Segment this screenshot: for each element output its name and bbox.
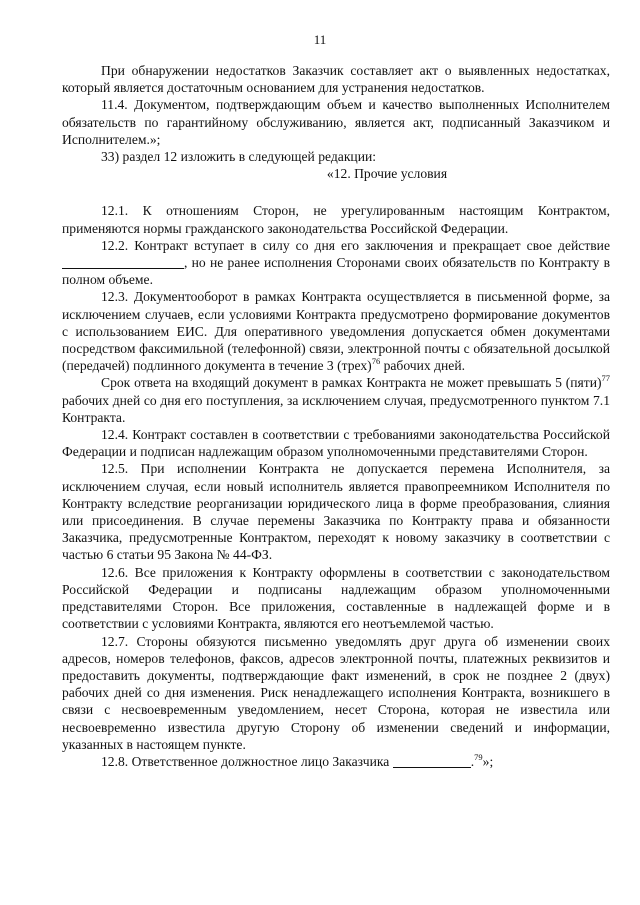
paragraph-12-1: 12.1. К отношениям Сторон, не урегулированным настоящим Контрактом, применяются нормы гражданского законодательства Российской Федерации. (62, 203, 610, 236)
paragraph-12-3-text-end: рабочих дней. (380, 358, 465, 374)
paragraph-12-5: 12.5. При исполнении Контракта не допускается перемена Исполнителя, за исключением случая, если новый исполнитель является правопреемником Исполнителя по Контракту вследствие реорганизации юридического лица в форме преобразования, слияния или присоединения. В случае перемены Заказчика по Контракту права и обязанности Заказчика, предусмотренные Контрактом, переходят к новому заказчику в соответствии с частью 6 статьи 95 Закона № 44-ФЗ. (62, 461, 610, 563)
paragraph-12-2 (62, 237, 610, 289)
paragraph-defects-act: При обнаружении недостатков Заказчик составляет акт о выявленных недостатках, который является достаточным основанием для устранения недостатков. (62, 63, 610, 96)
section-heading-12: «12. Прочие условия (326, 166, 448, 182)
paragraph-12-2-text-end: , но не ранее исполнения Сторонами своих обязательств по Контракту в полном объеме. (62, 255, 610, 288)
paragraph-response-term-text-end: рабочих дней со дня его поступления, за исключением случая, предусмотренного пунктом 7.1 Контракта. (62, 392, 610, 425)
paragraph-response-term-text: Срок ответа на входящий документ в рамках Контракта не может превышать 5 (пяти) (101, 375, 602, 391)
paragraph-12-7: 12.7. Стороны обязуются письменно уведомлять друг друга об изменении своих адресов, номеров телефонов, факсов, адресов электронной почты, платежных реквизитов и предоставить документы, подтверждающие факт изменений, в срок не позднее 2 (двух) рабочих дней со дня изменения. Риск ненадлежащего исполнения Контракта, возникшего в связи с несвоевременным уведомлением, несет Сторона, которая не известила или несвоевременно известила другую Сторону об изменении сведений и информации, указанных в настоящем пункте. (62, 633, 610, 752)
paragraph-11-4: 11.4. Документом, подтверждающим объем и качество выполненных Исполнителем обязательств по гарантийному обслуживанию, является акт, подписанный Заказчиком и Исполнителем.»; (62, 97, 610, 147)
paragraph-12-8-end: »; (482, 753, 494, 769)
document-body (62, 62, 610, 770)
paragraph-12-8 (62, 753, 610, 770)
footnote-ref-77: 77 (601, 373, 610, 384)
paragraph-12-6: 12.6. Все приложения к Контракту оформлены в соответствии с законодательством Российской Федерации и подписаны надлежащим образом уполномоченными представителями Сторон. Все приложения, составленные в надлежащей форме и в соответствии с условиями Контракта, являются его неотъемлемой частью. (62, 564, 610, 632)
paragraph-amendment-33: 33) раздел 12 изложить в следующей редакции: (101, 149, 377, 165)
footnote-ref-79: 79 (474, 751, 483, 762)
page-number: 11 (313, 32, 327, 47)
spacer (62, 182, 610, 202)
paragraph-12-3 (62, 288, 610, 374)
paragraph-12-3-text: 12.3. Документооборот в рамках Контракта осуществляется в письменной форме, за исключением случаев, если условиями Контракта предусмотрено формирование документов с использованием ЕИС. Для оперативного уведомления допускается обмен документами посредством факсимильной (телефонной) связи, электронной почты с обязательной досылкой (передачей) подлинного документа в течение 3 (трех) (62, 289, 610, 374)
paragraph-response-term (62, 374, 610, 426)
paragraph-12-4: 12.4. Контракт составлен в соответствии с требованиями законодательства Российской Федерации и подписан надлежащим образом уполномоченными представителями Сторон. (62, 427, 610, 460)
blank-field-term (62, 256, 184, 269)
paragraph-12-8-dot: . (470, 753, 475, 769)
paragraph-12-2-text-start: 12.2. Контракт вступает в силу со дня его заключения и прекращает свое действие (101, 237, 610, 253)
paragraph-12-8-text: 12.8. Ответственное должностное лицо Заказчика (101, 753, 390, 769)
footnote-ref-76: 76 (371, 356, 381, 367)
blank-field-official (393, 755, 471, 768)
